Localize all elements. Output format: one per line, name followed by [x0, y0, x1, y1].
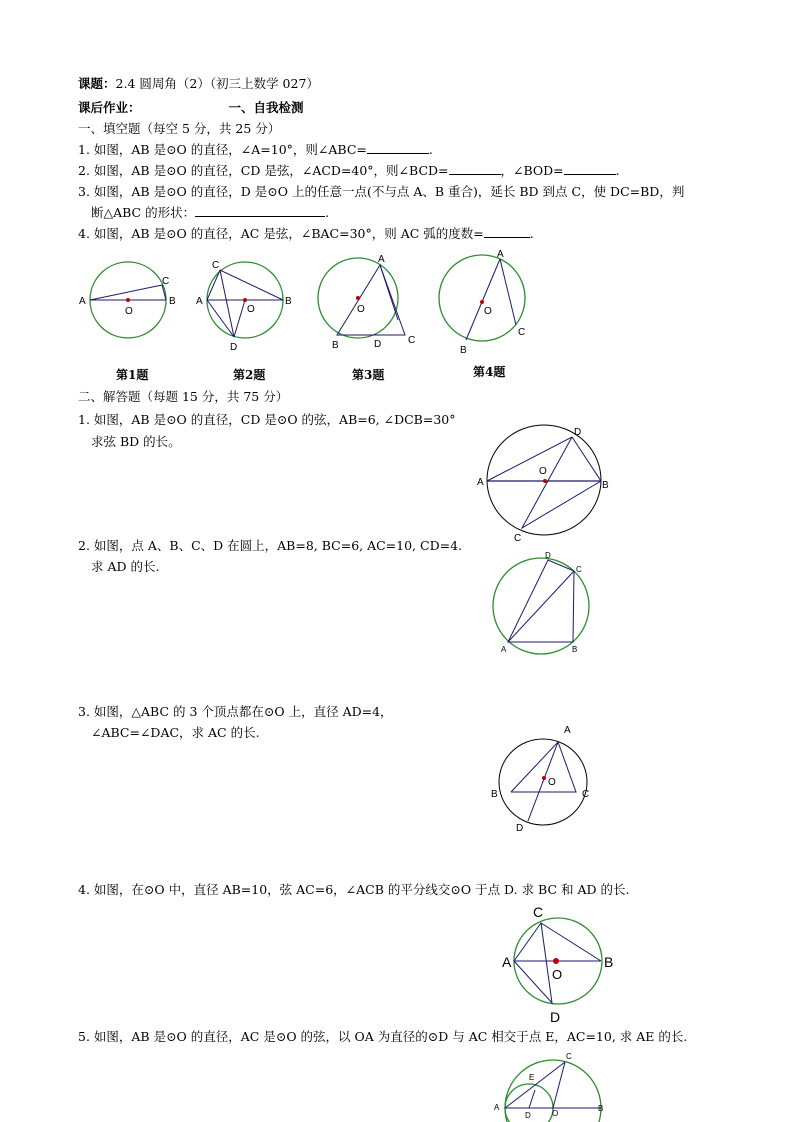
- part1-heading: 一、填空题（每空 5 分，共 25 分）: [78, 121, 281, 136]
- label-d: D: [525, 1111, 531, 1120]
- caption-fig2: 第2题: [233, 368, 266, 382]
- q-end: .: [428, 142, 433, 157]
- figure-p2-5: [494, 1052, 603, 1122]
- figure-p2-1: [477, 425, 609, 544]
- part2-heading: 二、解答题（每题 15 分，共 75 分）: [78, 389, 289, 404]
- label-c: C: [576, 565, 582, 574]
- label-a: A: [477, 477, 484, 488]
- q-end: .: [325, 205, 330, 220]
- part2-q2: 2. 如图，点 A、B、C、D 在圆上，AB=8, BC=6, AC=10, CD=4.: [78, 538, 462, 553]
- label-b: B: [491, 789, 498, 800]
- label-c: C: [582, 789, 590, 800]
- figure-p2-2: [493, 551, 589, 654]
- label-o: O: [484, 306, 492, 317]
- chord-ac: [90, 285, 162, 300]
- part2-q1-cont: 求弦 BD 的长。: [91, 434, 181, 449]
- label-c: C: [518, 327, 526, 338]
- label-d: D: [516, 823, 524, 834]
- label-b: B: [602, 480, 609, 491]
- label-b: B: [604, 954, 614, 970]
- part2-q4: 4. 如图，在⊙O 中，直径 AB=10，弦 AC=6，∠ACB 的平分线交⊙O 于点 D. 求 BC 和 AD 的长.: [78, 882, 630, 897]
- label-d: D: [230, 342, 238, 353]
- figure-3: [318, 254, 415, 351]
- label-a: A: [501, 645, 507, 654]
- figure-4: [439, 249, 525, 356]
- self-check-heading: 一、自我检测: [228, 100, 304, 115]
- caption-fig4: 第4题: [473, 365, 506, 379]
- label-a: A: [79, 296, 86, 307]
- label-a: A: [564, 725, 571, 736]
- caption-fig3: 第3题: [352, 368, 385, 382]
- label-b: B: [572, 645, 578, 654]
- figure-p2-3: [491, 725, 589, 834]
- label-c: C: [212, 260, 220, 271]
- label-b: B: [598, 1104, 604, 1113]
- part1-q3: 3. 如图，AB 是⊙O 的直径，D 是⊙O 上的任意一点(不与点 A、B 重合)，延长 BD 到点 C，使 DC=BD，判: [78, 184, 685, 199]
- label-c: C: [162, 276, 170, 287]
- label-b: B: [169, 296, 176, 307]
- q-text: 1. 如图，AB 是⊙O 的直径，∠A=10°，则∠ABC=: [78, 142, 367, 157]
- label-d: D: [550, 1009, 561, 1025]
- label-c: C: [566, 1052, 572, 1061]
- label-b: B: [332, 340, 339, 351]
- caption-fig1: 第1题: [116, 368, 149, 382]
- label-a: A: [494, 1103, 500, 1112]
- q-text: 4. 如图，AB 是⊙O 的直径，AC 是弦，∠BAC=30°，则 AC 弧的度数=: [78, 226, 484, 241]
- label-d: D: [574, 427, 582, 438]
- label-o: O: [552, 967, 563, 982]
- label-o: O: [539, 466, 547, 477]
- label-d: D: [374, 339, 382, 350]
- label-b: B: [460, 345, 467, 356]
- label-c: C: [408, 335, 416, 346]
- figure-1: [79, 262, 176, 338]
- part2-q5: 5. 如图，AB 是⊙O 的直径，AC 是⊙O 的弦，以 OA 为直径的⊙D 与 AC 相交于点 E，AC=10, 求 AE 的长.: [78, 1029, 688, 1044]
- label-a: A: [497, 249, 504, 260]
- part2-q3: 3. 如图，△ABC 的 3 个顶点都在⊙O 上，直径 AD=4，: [78, 704, 393, 719]
- label-c: C: [514, 533, 522, 544]
- figure-2: [196, 260, 292, 353]
- label-c: C: [533, 904, 544, 920]
- label-o: O: [357, 304, 365, 315]
- label-o: O: [125, 306, 133, 317]
- center-point: [126, 298, 130, 302]
- label-o: O: [548, 777, 556, 788]
- q-end: .: [615, 163, 620, 178]
- part2-q2-cont: 求 AD 的长.: [91, 559, 160, 574]
- figure-p2-4: [502, 904, 613, 1025]
- q-text: 2. 如图，AB 是⊙O 的直径，CD 是弦，∠ACD=40°，则∠BCD=: [78, 163, 449, 178]
- homework-label: 课后作业：: [78, 100, 141, 115]
- label-o: O: [552, 1109, 559, 1118]
- label-a: A: [378, 254, 385, 265]
- label-a: A: [196, 296, 203, 307]
- q-text: ，∠BOD=: [500, 163, 564, 178]
- label-o: O: [247, 304, 255, 315]
- page-title: 2.4 圆周角（2）（初三上数学 027）: [115, 76, 319, 91]
- title-label: 课题：: [78, 76, 116, 91]
- q-end: .: [529, 226, 534, 241]
- part2-q1: 1. 如图，AB 是⊙O 的直径，CD 是⊙O 的弦，AB=6, ∠DCB=30°: [78, 412, 456, 427]
- label-a: A: [502, 954, 512, 970]
- label-d: D: [545, 551, 551, 560]
- part2-q3-cont: ∠ABC=∠DAC，求 AC 的长.: [91, 725, 260, 740]
- q-text: 断△ABC 的形状：: [91, 205, 196, 220]
- label-e: E: [529, 1073, 535, 1082]
- label-b: B: [285, 296, 292, 307]
